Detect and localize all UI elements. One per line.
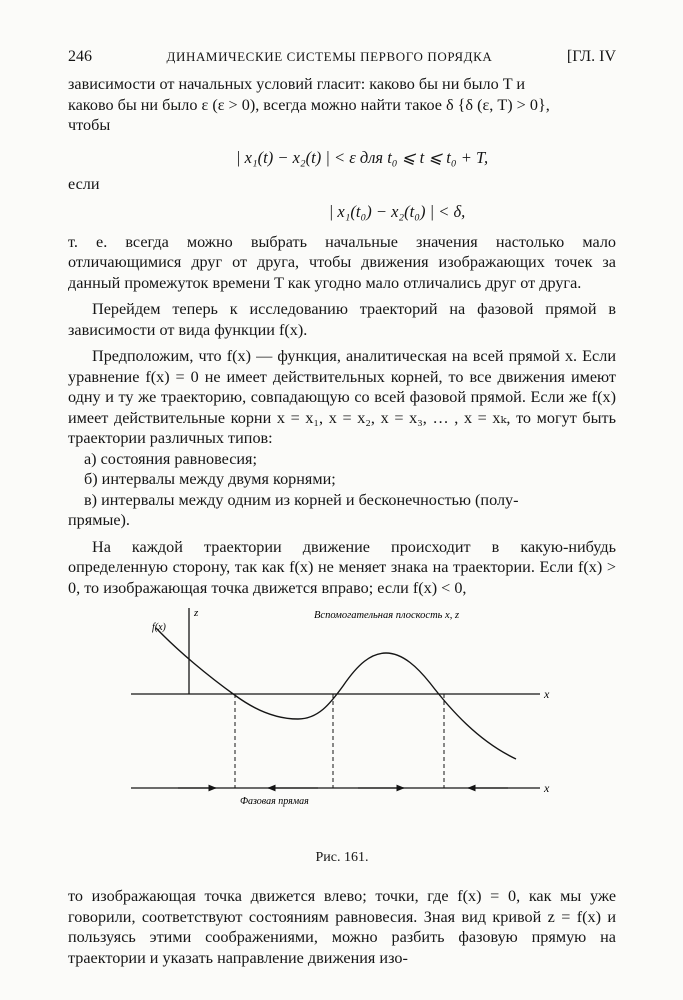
figure-161: [68, 606, 616, 848]
intro-line-3: чтобы: [68, 116, 111, 134]
z-axis-label: z: [194, 607, 199, 619]
paragraph-next-text: Перейдем теперь к исследованию траекторий на фазовой прямой в зависимости от вида функции f(x).: [68, 300, 616, 339]
intro-line-1: зависимости от начальных условий гласит: каково бы ни было T и: [68, 75, 526, 93]
if-label: если: [68, 174, 100, 193]
formula-2: | x₁(t₀) − x₂(t₀) | < δ,: [328, 201, 466, 221]
paragraph-each: [68, 537, 616, 599]
list-item-tail: прямые).: [68, 511, 130, 529]
formula-1: | x₁(t) − x₂(t) | < ε для t₀ ⩽ t ⩽ t₀ + T,: [235, 147, 489, 167]
phase-x-label: x: [544, 781, 550, 795]
list-item: в) интервалы между одним из корней и бесконечностью (полу-: [84, 490, 519, 509]
paragraph-assume-text: Предположим, что f(x) — функция, аналитическая на всей прямой x. Если уравнение f(x) = 0 не имеет действительных корней, то все движения имеют одну и ту же траекторию, совпадающую со всей фазовой прямой. Если же f(x) имеет действительные корни x = x₁, x = x₂, x = x₃, … , x = xₖ, то могут быть траектории различных типов:: [68, 347, 616, 447]
running-header: [68, 48, 616, 74]
paragraph-final: то изображающая точка движется влево; точки, где f(x) = 0, как мы уже говорили, соответствуют состояниям равновесия. Зная вид кривой z = f(x) и пользуясь этими соображениями, можно разбить фазовую прямую на траектории и указать направление движения изо-: [68, 887, 616, 967]
figure-svg: [68, 606, 616, 848]
list-item: б) интервалы между двумя корнями;: [84, 470, 336, 488]
paragraph-each-text: На каждой траектории движение происходит в какую-нибудь определенную сторону, так как f(x) не меняет знака на траектории. Если f(x) > 0, то изображающая точка движется вправо; если f(x) < 0,: [68, 537, 616, 597]
page-number: 246: [68, 48, 92, 65]
paragraph-next: [68, 299, 616, 340]
paragraph-ie: т. е. всегда можно выбрать начальные значения настолько мало отличающимися друг от друга, чтобы движения изображающих точек за данный промежуток времени T как угодно мало отличались друг от друга.: [68, 232, 616, 292]
intro-line-2: каково бы ни было ε (ε > 0), всегда можно найти такое δ {δ (ε, T) > 0},: [68, 95, 550, 114]
phase-line-label: Фазовая прямая: [240, 796, 309, 807]
figure-caption: Рис. 161.: [315, 850, 369, 865]
page: [68, 48, 616, 968]
list-item: а) состояния равновесия;: [84, 449, 258, 468]
plane-label: Вспомогательная плоскость x, z: [314, 610, 460, 621]
curve-label: f(x): [152, 622, 166, 633]
paragraph-assume: [68, 346, 616, 449]
chapter-label: [ГЛ. IV: [566, 48, 616, 65]
x-axis-label: x: [544, 687, 550, 701]
running-title: ДИНАМИЧЕСКИЕ СИСТЕМЫ ПЕРВОГО ПОРЯДКА: [166, 49, 493, 64]
